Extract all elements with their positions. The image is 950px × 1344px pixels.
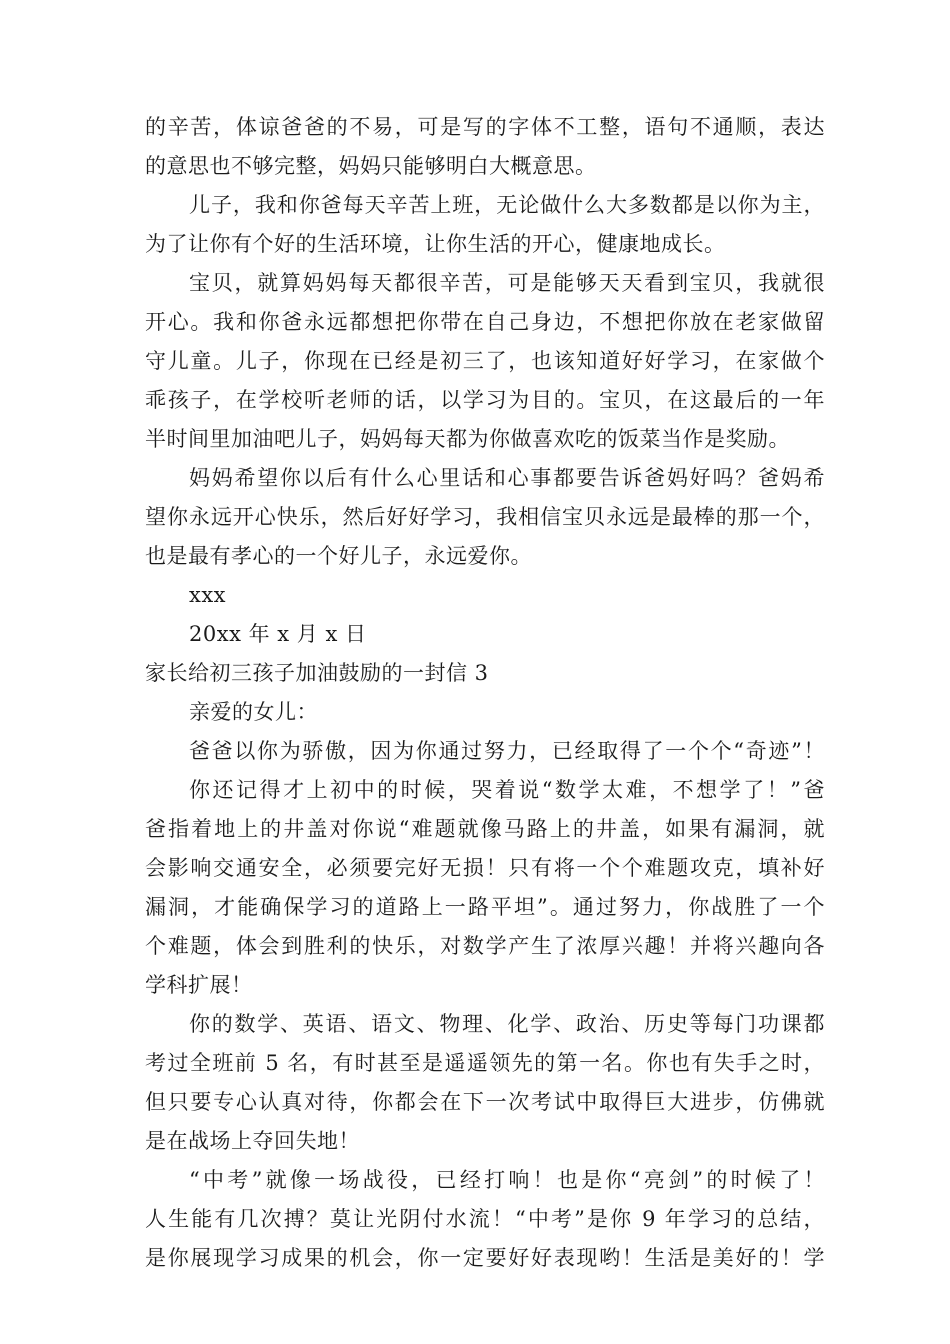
text-line: 守儿童。儿子，你现在已经是初三了，也该知道好好学习，在家做个 bbox=[145, 349, 825, 373]
text-line: 爸指着地上的井盖对你说“难题就像马路上的井盖，如果有漏洞，就 bbox=[145, 817, 825, 841]
text-line: 乖孩子，在学校听老师的话，以学习为目的。宝贝，在这最后的一年 bbox=[145, 388, 825, 412]
text-line: 望你永远开心快乐，然后好好学习，我相信宝贝永远是最棒的那一个， bbox=[145, 505, 825, 529]
text-line: 妈妈希望你以后有什么心里话和心事都要告诉爸妈好吗？爸妈希 bbox=[189, 466, 825, 490]
text-line: 为了让你有个好的生活环境，让你生活的开心，健康地成长。 bbox=[145, 232, 726, 256]
text-line: 你的数学、英语、语文、物理、化学、政治、历史等每门功课都 bbox=[189, 1012, 825, 1036]
text-line: 你还记得才上初中的时候，哭着说“数学太难，不想学了！”爸 bbox=[189, 778, 825, 802]
text-line: 学科扩展！ bbox=[145, 973, 253, 997]
text-line: 的意思也不够完整，妈妈只能够明白大概意思。 bbox=[145, 154, 597, 178]
text-line: 漏洞，才能确保学习的道路上一路平坦”。通过努力，你战胜了一个 bbox=[145, 895, 825, 919]
text-line: 半时间里加油吧儿子，妈妈每天都为你做喜欢吃的饭菜当作是奖励。 bbox=[145, 427, 790, 451]
text-line: 的辛苦，体谅爸爸的不易，可是写的字体不工整，语句不通顺，表达 bbox=[145, 115, 825, 139]
text-line: 开心。我和你爸永远都想把你带在自己身边，不想把你放在老家做留 bbox=[145, 310, 825, 334]
text-line: 宝贝，就算妈妈每天都很辛苦，可是能够天天看到宝贝，我就很 bbox=[189, 271, 825, 295]
text-line: 是在战场上夺回失地！ bbox=[145, 1129, 360, 1153]
text-line: 儿子，我和你爸每天辛苦上班，无论做什么大多数都是以你为主， bbox=[189, 193, 825, 217]
text-line: 也是最有孝心的一个好儿子，永远爱你。 bbox=[145, 544, 532, 568]
letter-body bbox=[145, 108, 825, 1278]
text-line: 爸爸以你为骄傲，因为你通过努力，已经取得了一个个“奇迹”！ bbox=[189, 739, 825, 763]
text-line: 是你展现学习成果的机会，你一定要好好表现哟！生活是美好的！学 bbox=[145, 1246, 825, 1270]
text-line: 20xx 年 x 月 x 日 bbox=[189, 622, 367, 646]
text-line: 但只要专心认真对待，你都会在下一次考试中取得巨大进步，仿佛就 bbox=[145, 1090, 825, 1114]
text-line: 会影响交通安全，必须要完好无损！只有将一个个难题攻克，填补好 bbox=[145, 856, 825, 880]
text-line: 家长给初三孩子加油鼓励的一封信 3 bbox=[145, 661, 489, 685]
text-line: xxx bbox=[189, 583, 227, 607]
text-line: 考过全班前 5 名，有时甚至是遥遥领先的第一名。你也有失手之时， bbox=[145, 1051, 825, 1075]
text-line: 亲爱的女儿： bbox=[189, 700, 318, 724]
text-line: 人生能有几次搏？莫让光阴付水流！“中考”是你 9 年学习的总结， bbox=[145, 1207, 825, 1231]
text-line: 个难题，体会到胜利的快乐，对数学产生了浓厚兴趣！并将兴趣向各 bbox=[145, 934, 825, 958]
text-line: “中考”就像一场战役，已经打响！也是你“亮剑”的时候了！ bbox=[189, 1168, 825, 1192]
